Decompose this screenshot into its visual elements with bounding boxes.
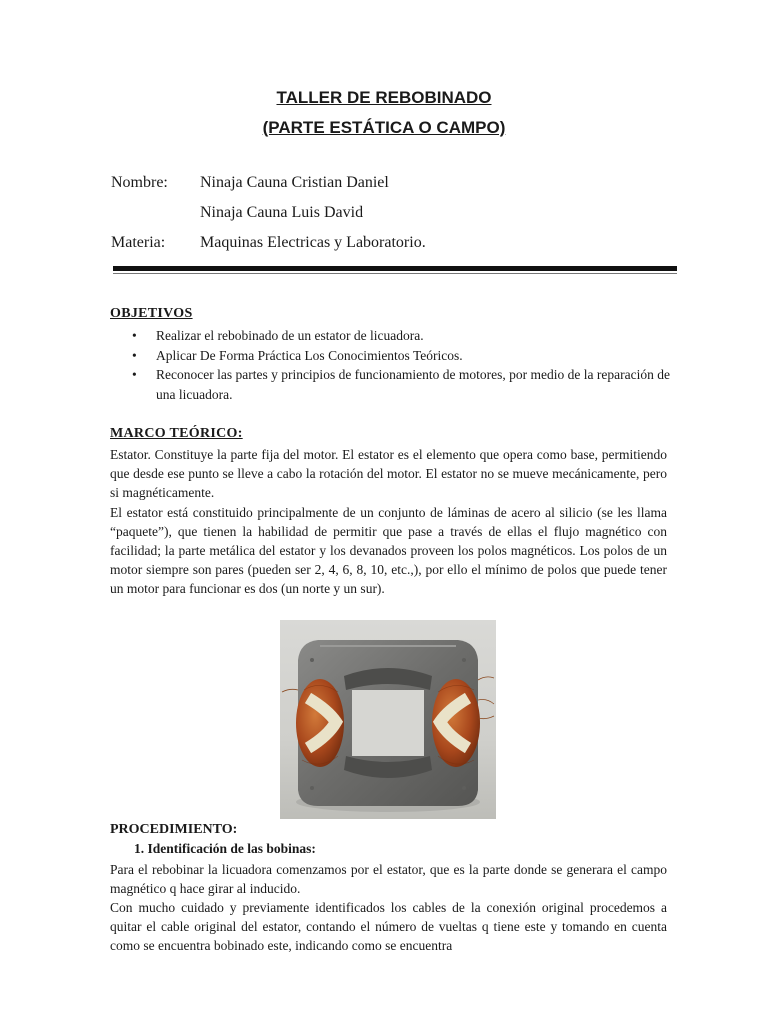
header-divider — [113, 266, 677, 271]
bullet-icon: • — [132, 347, 137, 363]
list-item — [132, 365, 672, 404]
header-divider-shadow — [113, 273, 677, 274]
step-1-title: 1. Identificación de las bobinas: — [134, 841, 316, 856]
marco-paragraph-1: Estator. Constituye la parte fija del motor. El estator es el elemento que opera como base, permitiendo que desde ese punto se lleve a cabo la rotación del motor. El estator no se mueve mecánicamente, pero si magnéticamente. — [110, 447, 667, 500]
procedimiento-heading: PROCEDIMIENTO: — [110, 822, 238, 837]
name-label: Nombre: — [111, 174, 168, 191]
objetivo-text: Realizar el rebobinado de un estator de licuadora. — [156, 328, 424, 343]
objetivo-text: Aplicar De Forma Práctica Los Conocimientos Teóricos. — [156, 347, 463, 363]
objetivo-text: Reconocer las partes y principios de funcionamiento de motores, por medio de la reparación de una licuadora. — [156, 367, 670, 402]
subject-label: Materia: — [111, 234, 166, 251]
objetivos-heading: OBJETIVOS — [110, 306, 193, 321]
subject-value: Maquinas Electricas y Laboratorio. — [200, 234, 426, 251]
objetivos-list — [132, 326, 672, 404]
marco-paragraph-2: El estator está constituido principalmente de un conjunto de láminas de acero al silicio (se les llama “paquete”), que tienen la habilidad de permitir que pase a través de ellas el flujo magnético con facilidad; la parte metálica del estator y los devanados proveen los polos magnéticos. Los polos de un motor siempre son pares (pueden ser 2, 4, 6, 8, 10, etc.,), por ello el mínimo de polos que puede tener un motor para funcionar es dos (un norte y un sur). — [110, 505, 667, 596]
marco-teorico-heading: MARCO TEÓRICO: — [110, 426, 243, 441]
list-item — [132, 346, 672, 366]
list-item — [132, 326, 672, 346]
bullet-icon: • — [132, 328, 137, 343]
document-title-line2: (PARTE ESTÁTICA O CAMPO) — [262, 118, 506, 137]
procedimiento-paragraph-2: Con mucho cuidado y previamente identificados los cables de la conexión original procedemos a quitar el cable original del estator, contando el número de vueltas q tiene este y tomando en cuenta como se encuentra bobinado este, indicando como se encuentra — [110, 900, 667, 953]
stator-photo — [280, 620, 496, 819]
procedimiento-paragraph-1: Para el rebobinar la licuadora comenzamos por el estator, que es la parte donde se generara el campo magnético q hace girar al inducido. — [110, 862, 667, 896]
student-name-2: Ninaja Cauna Luis David — [200, 204, 364, 221]
bullet-icon: • — [132, 367, 137, 382]
document-title-line1: TALLER DE REBOBINADO — [276, 88, 492, 107]
student-name-1: Ninaja Cauna Cristian Daniel — [200, 174, 389, 191]
